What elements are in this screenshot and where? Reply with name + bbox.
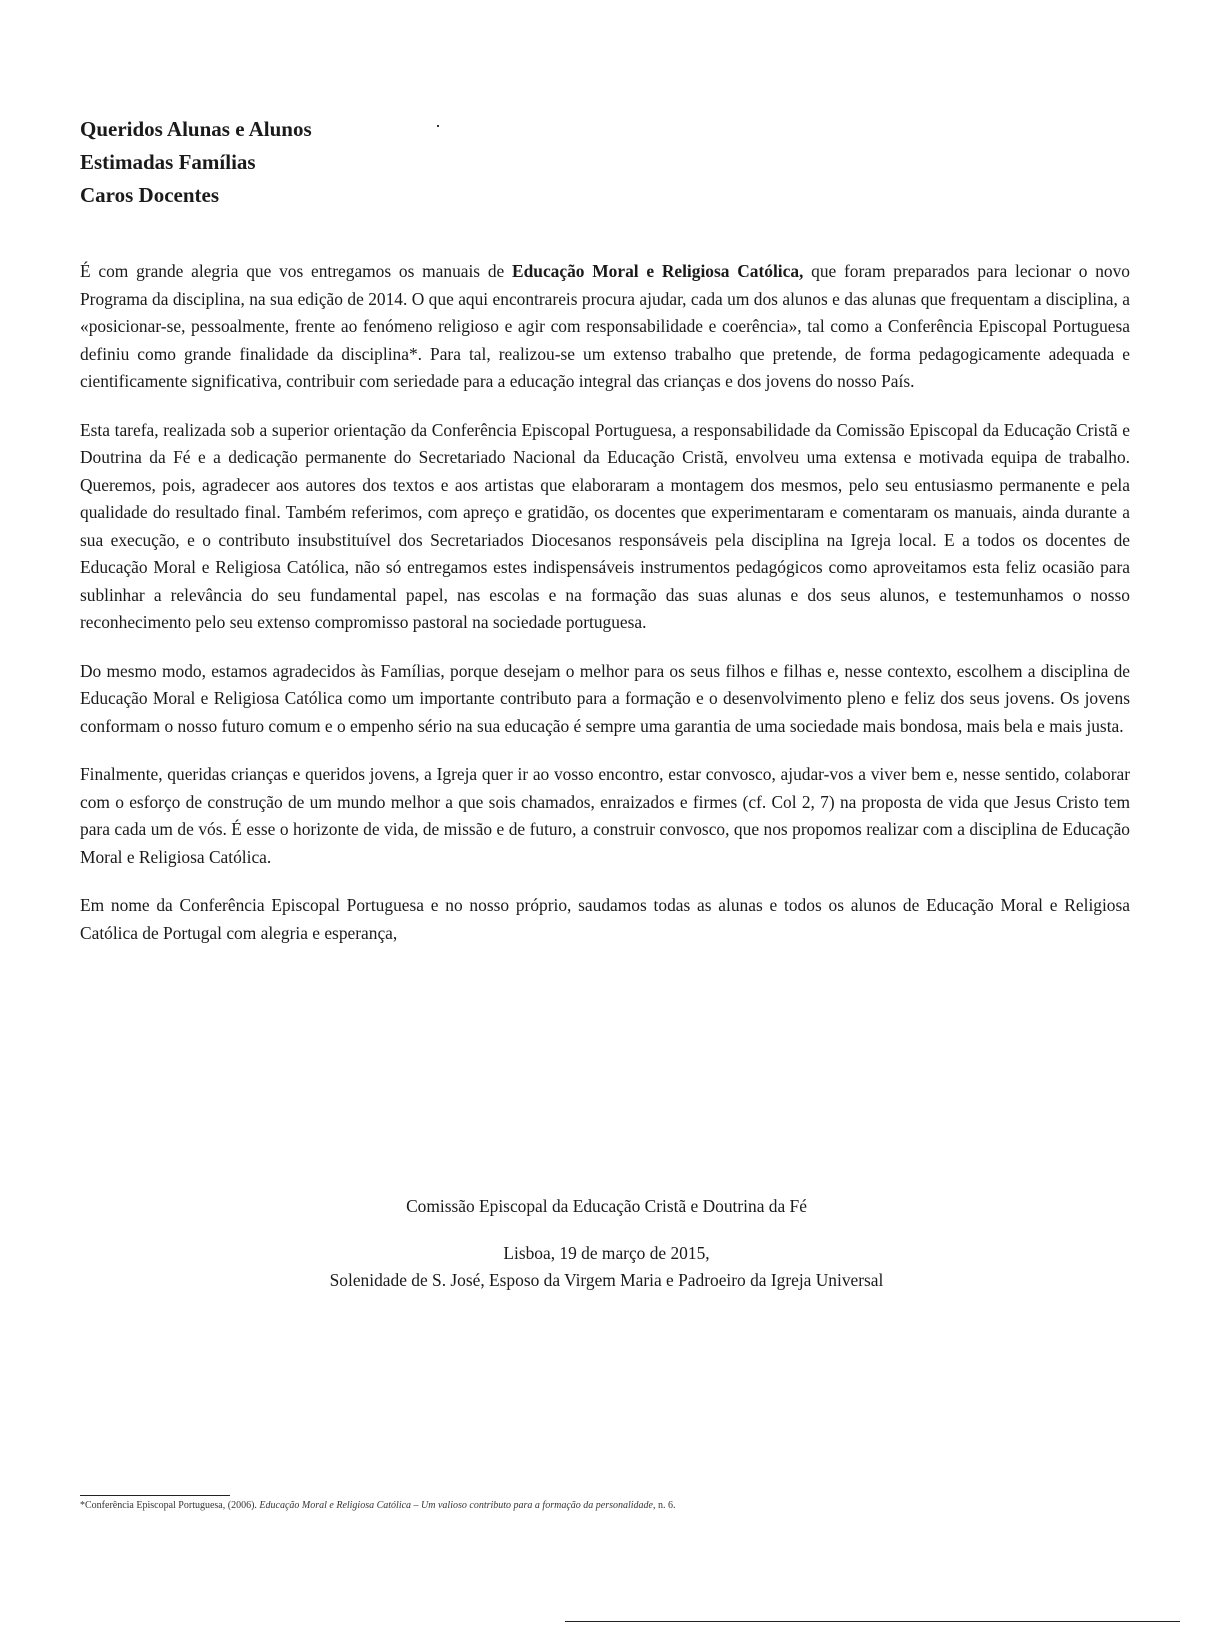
footnote-title: Educação Moral e Religiosa Católica – Um valioso contributo para a formação da personalidade	[259, 1500, 653, 1511]
paragraph-2: Esta tarefa, realizada sob a superior orientação da Conferência Episcopal Portuguesa, a responsabilidade da Comissão Episcopal da Educação Cristã e Doutrina da Fé e a dedicação permanente do Secretariado Nacional da Educação Cristã, envolveu uma extensa e motivada equipa de trabalho. Queremos, pois, agradecer aos autores dos textos e aos artistas que elaboraram a montagem dos mesmos, pelo seu entusiasmo permanente e pela qualidade do resultado final. Também referimos, com apreço e gratidão, os docentes que experimentaram e comentaram os manuais, ainda durante a sua execução, e o contributo insubstituível dos Secretariados Diocesanos responsáveis pela disciplina na Igreja local. E a todos os docentes de Educação Moral e Religiosa Católica, não só entregamos estes indispensáveis instrumentos pedagógicos como aproveitamos esta feliz ocasião para sublinhar a relevância do seu fundamental papel, nas escolas e na formação das suas alunas e dos seus alunos, e testemunhamos o nosso reconhecimento pelo seu extenso compromisso pastoral na sociedade portuguesa.	[80, 419, 1130, 632]
letter-body	[80, 258, 1130, 968]
greeting-students: Queridos Alunas e Alunos	[80, 117, 312, 141]
paragraph-1	[80, 258, 1130, 396]
footnote-divider	[80, 1495, 230, 1496]
paragraph-1-rest: que foram preparados para lecionar o novo Programa da disciplina, na sua edição de 2014. O que aqui encontrareis procura ajudar, cada um dos alunos e das alunas que frequentam a disciplina, a «posicionar-se, pessoalmente, frente ao fenómeno religioso e agir com responsabilidade e coerência», tal como a Conferência Episcopal Portuguesa definiu como grande finalidade da disciplina*. Para tal, realizou-se um extenso trabalho que pretende, de forma pedagogicamente adequada e cientificamente significativa, contribuir com seriedade para a educação integral das crianças e dos jovens do nosso País.	[80, 261, 1130, 391]
stray-mark	[437, 125, 439, 127]
greeting-block	[80, 113, 312, 212]
paragraph-1-intro: É com grande alegria que vos entregamos os manuais de	[80, 261, 513, 281]
paragraph-5: Em nome da Conferência Episcopal Portuguesa e no nosso próprio, saudamos todas as alunas e todos os alunos de Educação Moral e Religiosa Católica de Portugal com alegria e esperança,	[80, 895, 1130, 943]
signature-occasion: Solenidade de S. José, Esposo da Virgem Maria e Padroeiro da Igreja Universal	[329, 1270, 884, 1290]
bottom-divider	[565, 1621, 1180, 1622]
footnote	[80, 1499, 675, 1513]
footnote-suffix: , n. 6.	[652, 1500, 676, 1511]
greeting-teachers: Caros Docentes	[80, 183, 220, 207]
signature-place-date: Lisboa, 19 de março de 2015,	[503, 1243, 710, 1263]
signature-commission: Comissão Episcopal da Educação Cristã e Doutrina da Fé	[406, 1196, 807, 1216]
footnote-source: *Conferência Episcopal Portuguesa, (2006).	[80, 1500, 260, 1511]
paragraph-3: Do mesmo modo, estamos agradecidos às Famílias, porque desejam o melhor para os seus filhos e filhas e, nesse contexto, escolhem a disciplina de Educação Moral e Religiosa Católica como um importante contributo para a formação e o desenvolvimento pleno e feliz dos seus jovens. Os jovens conformam o nosso futuro comum e o empenho sério na sua educação é sempre uma garantia de uma sociedade mais bondosa, mais bela e mais justa.	[80, 660, 1130, 736]
signature-block	[0, 1240, 1213, 1294]
subject-name: Educação Moral e Religiosa Católica,	[512, 261, 804, 281]
paragraph-4: Finalmente, queridas crianças e queridos jovens, a Igreja quer ir ao vosso encontro, estar convosco, ajudar-vos a viver bem e, nesse sentido, colaborar com o esforço de construção de um mundo melhor a que sois chamados, enraizados e firmes (cf. Col 2, 7) na proposta de vida que Jesus Cristo tem para cada um de vós. É esse o horizonte de vida, de missão e de futuro, a construir convosco, que nos propomos realizar com a disciplina de Educação Moral e Religiosa Católica.	[80, 764, 1130, 867]
greeting-families: Estimadas Famílias	[80, 150, 256, 174]
